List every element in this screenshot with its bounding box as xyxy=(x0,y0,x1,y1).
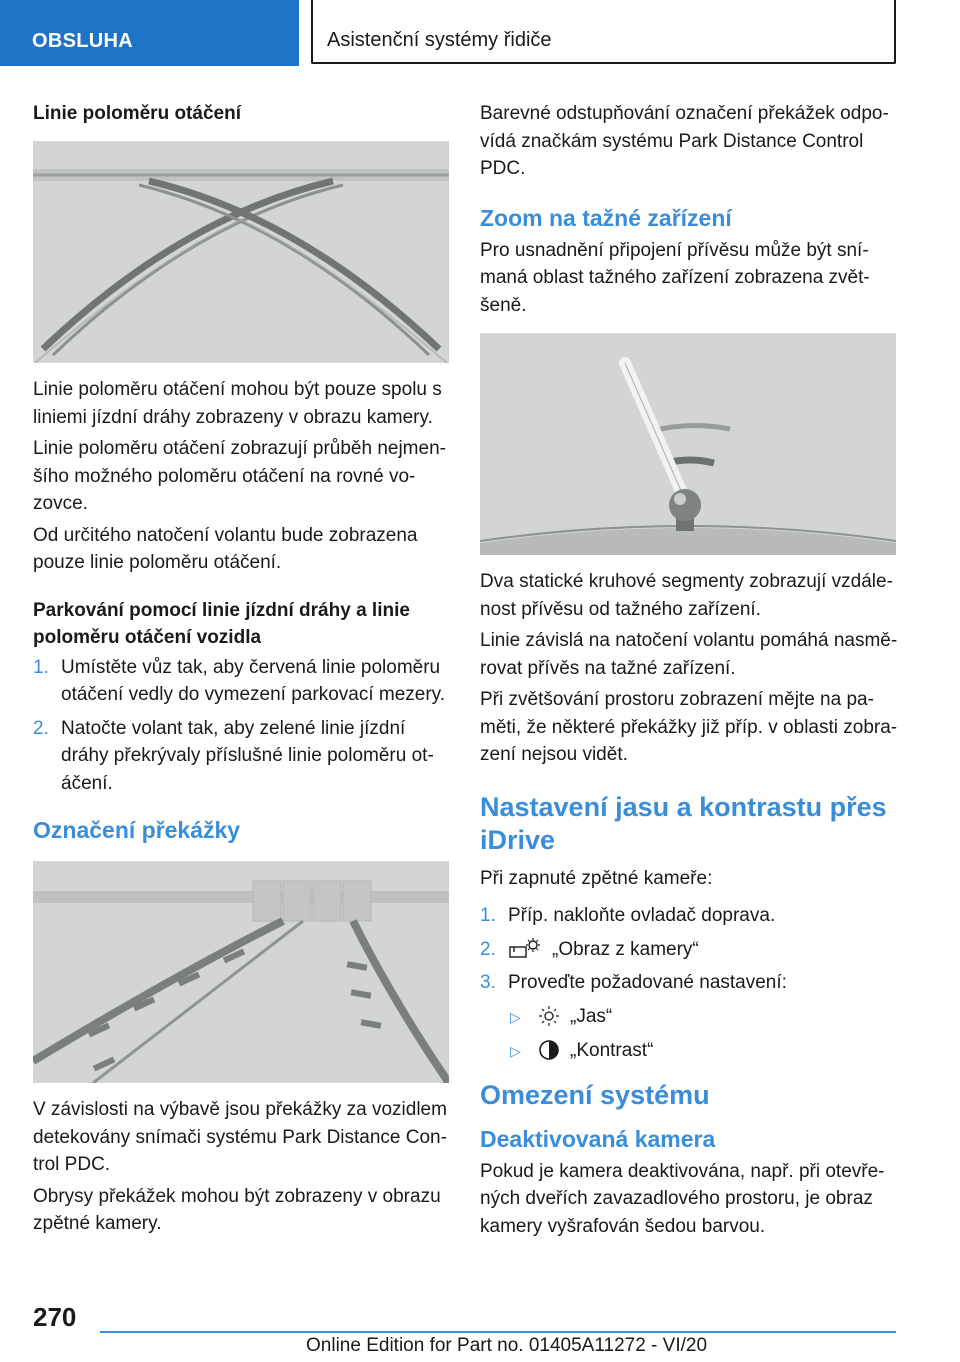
paragraph: Pro usnadnění připojení přívěsu může být snímaná oblast tažného zařízení zobrazena zvětšeně. xyxy=(480,239,870,316)
turning-radius-heading: Linie poloměru otáčení xyxy=(33,103,241,124)
paragraph: Dva statické kruhové segmenty zobrazují vzdálenost přívěsu od tažného zařízení. xyxy=(480,571,893,620)
chapter-title: Asistenční systémy řidiče xyxy=(327,29,552,51)
turning-radius-figure xyxy=(33,141,449,363)
brightness-contrast-heading: Nastavení jasu a kontrastu přes iDrive xyxy=(480,791,887,855)
obstacle-marking-figure xyxy=(33,861,449,1083)
towbar-zoom-heading: Zoom na tažné zařízení xyxy=(480,204,732,231)
contrast-icon xyxy=(538,1039,560,1061)
parking-subheading: Parkování pomocí linie jízdní dráhy a linie poloměru otáčení vozidla xyxy=(33,599,410,648)
paragraph: Pokud je kamera deaktivována, např. při otevřených dveřích zavazadlového prostoru, je obraz kamery vyšrafován šedou barvou. xyxy=(480,1160,885,1237)
camera-deactivated-heading: Deaktivovaná kamera xyxy=(480,1125,716,1152)
edition-note: Online Edition for Part no. 01405A11272 - VI/20 xyxy=(306,1335,708,1356)
section-tab xyxy=(0,0,299,66)
parking-steps xyxy=(33,654,449,798)
paragraph: Barevné odstupňování označení překážek odpovídá značkám systému Park Distance Control PDC. xyxy=(480,103,889,179)
list-item: 3. Proveďte požadované nastavení: xyxy=(480,972,787,993)
brightness-icon xyxy=(538,1005,560,1027)
chapter-tab xyxy=(311,0,896,64)
paragraph: Linie poloměru otáčení mohou být pouze spolu s liniemi jízdní dráhy zobrazeny v obrazu kamery. xyxy=(33,379,442,428)
left-column xyxy=(33,100,449,1242)
towbar-zoom-figure xyxy=(480,333,896,555)
footer-divider xyxy=(100,1331,896,1333)
paragraph: Linie poloměru otáčení zobrazují průběh nejmenšího možného poloměru otáčení na rovné vozovce. xyxy=(33,438,446,514)
paragraph: Od určitého natočení volantu bude zobrazena pouze linie poloměru otáčení. xyxy=(33,524,418,573)
paragraph: Při zapnuté zpětné kameře: xyxy=(480,867,713,889)
camera-settings-icon xyxy=(508,938,542,960)
section-title: OBSLUHA xyxy=(32,30,133,52)
paragraph: V závislosti na výbavě jsou překážky za vozidlem detekovány snímači systému Park Distance Control PDC. xyxy=(33,1099,447,1175)
idrive-steps xyxy=(480,902,898,997)
paragraph: Při zvětšování prostoru zobrazení mějte na paměti, že některé překážky již příp. v oblasti zobrazení nejsou vidět. xyxy=(480,689,898,765)
page-number: 270 xyxy=(33,1302,77,1332)
paragraph: Obrysy překážek mohou být zobrazeny v obrazu zpětné kamery. xyxy=(33,1185,441,1234)
list-item: 2. „Obraz z kamery“ xyxy=(480,938,699,960)
settings-options xyxy=(510,1003,898,1065)
paragraph: Linie závislá na natočení volantu pomáhá nasměrovat přívěs na tažné zařízení. xyxy=(480,630,898,679)
system-limits-heading: Omezení systému xyxy=(480,1079,710,1110)
list-item: 2. Natočte volant tak, aby zelené linie jízdní dráhy překrývaly příslušné linie poloměru otáčení. xyxy=(33,717,434,794)
list-item: 1. Umístěte vůz tak, aby červená linie poloměru otáčení vedly do vymezení parkovací mezery. xyxy=(33,656,446,705)
right-column xyxy=(480,100,898,1244)
list-item: ▷ „Jas“ xyxy=(510,1005,613,1027)
list-item: ▷ „Kontrast“ xyxy=(510,1039,654,1061)
list-item: 1. Příp. nakloňte ovladač doprava. xyxy=(480,905,776,926)
obstacle-marking-heading: Označení překážky xyxy=(33,817,241,843)
